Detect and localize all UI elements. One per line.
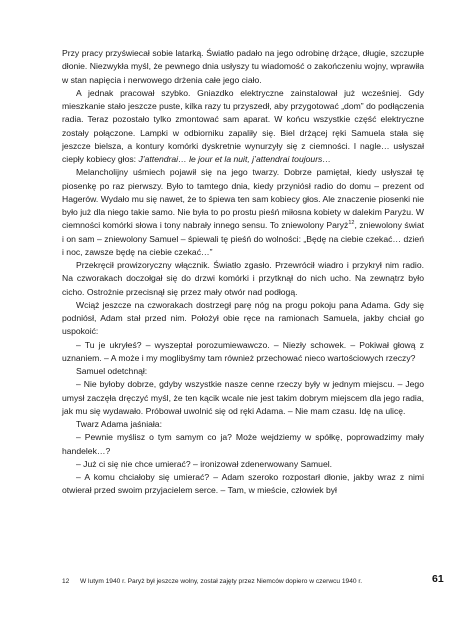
- paragraph-9: Twarz Adama jaśniała:: [76, 419, 162, 429]
- french-lyric: J’attendrai… le jour et la nuit, j’attendrai toujours…: [138, 154, 331, 164]
- paragraph-10: – Pewnie myślisz o tym samym co ja? Może wejdziemy w spółkę, poprowadzimy mały handelek…?: [62, 432, 424, 456]
- footnote-ref[interactable]: 12: [348, 220, 355, 227]
- body-text: [62, 47, 424, 498]
- footnote-number: 12: [62, 578, 70, 585]
- paragraph-11: – Już ci się nie chce umierać? – ironizował zdenerwowany Samuel.: [76, 458, 333, 469]
- paragraph-6: – Tu je ukryłeś? – wyszeptał porozumiewawczo. – Niezły schowek. – Pokiwał głową z uznaniem. – A może i my moglibyśmy tam również przechować nieco wartościowych rzeczy?: [62, 339, 424, 363]
- paragraph-2: A jednak pracował szybko. Gniazdko elektryczne zainstalował już wcześniej. Gdy mieszkanie stało jeszcze puste, kilka razy tu przyszedł, aby przygotować „dom” do podłączenia radia. Teraz pozostało tylko zmontować sam aparat. W końcu wszystkie część elektryczne zostały połączone. Lampki w odbiorniku zapaliły się. Biel drżącej ręki Samuela stała się jeszcze bielsza, a kontury komórki dyskretnie wynurzyły się z ciemności. I nagle… usłyszał ciepły kobiecy głos: J’attendrai… le jour et la nuit, j’attendrai toujours…: [62, 87, 424, 164]
- paragraph-8: – Nie byłoby dobrze, gdyby wszystkie nasze cenne rzeczy były w jednym miejscu. – Jego umysł zaczęła dręczyć myśl, że ten kącik wcale nie jest takim dobrym miejscem dla jego radia, jak mu się wydawało. Próbował uwolnić się od ręki Adama. – Nie mam czasu. Idę na ulicę.: [62, 379, 424, 416]
- paragraph-1: Przy pracy przyświecał sobie latarką. Światło padało na jego odrobinę drżące, długie, szczupłe dłonie. Niezwykła myśl, że pewnego dnia usłyszy tu wiadomość o zakończeniu wojny, wprawiła w stan napięcia i nerwowego drżenia całe jego ciało.: [62, 48, 424, 85]
- paragraph-4: Przekręcił prowizoryczny włącznik. Światło zgasło. Przewrócił wiadro i przykrył nim radio. Na czworakach doczołgał się do drzwi komórki i przytknął do nich ucho. Na zewnątrz było cicho. Ostrożnie przecisnął się przez mały otwór nad podłogą.: [62, 260, 424, 297]
- footnote: [62, 577, 402, 586]
- footnote-text: W lutym 1940 r. Paryż był jeszcze wolny, został zajęty przez Niemców dopiero w czerwcu 1940 r.: [80, 578, 363, 585]
- page-number: 61: [432, 573, 444, 585]
- paragraph-7: Samuel odetchnął:: [76, 366, 148, 376]
- paragraph-5: Wciąż jeszcze na czworakach dostrzegł parę nóg na progu pokoju pana Adama. Gdy się podniósł, Adam stał przed nim. Położył obie ręce na ramionach Samuela, jakby chciał go uspokoić:: [62, 299, 424, 337]
- paragraph-12: – A komu chciałoby się umierać? – Adam szeroko rozpostarł dłonie, jakby wraz z nimi otwierał przed swoim przyjacielem serce. – Tam, w mieście, człowiek był: [62, 472, 424, 496]
- paragraph-3: Melancholijny uśmiech pojawił się na jego twarzy. Dobrze pamiętał, kiedy usłyszał tę piosenkę po raz pierwszy. Było to tamtego dnia, kiedy przyniósł radio do domu – prezent od Hagerów. Wydało mu się nawet, że to śpiewa ten sam kobiecy głos. Ale znaczenie piosenki nie było już dla niego takie samo. Nie była to po prostu pieśń miłosna kobiety w dalekim Paryżu. W ciemności komórki słowa i tony nabrały innego sensu. To zniewolony Paryż$^{12}$, zniewolony świat i on sam – zniewolony Samuel – śpiewali tę pieśń do wolności: „Będę na ciebie czekać… dzień i noc, zawsze będę na ciebie czekać…”: [62, 167, 424, 257]
